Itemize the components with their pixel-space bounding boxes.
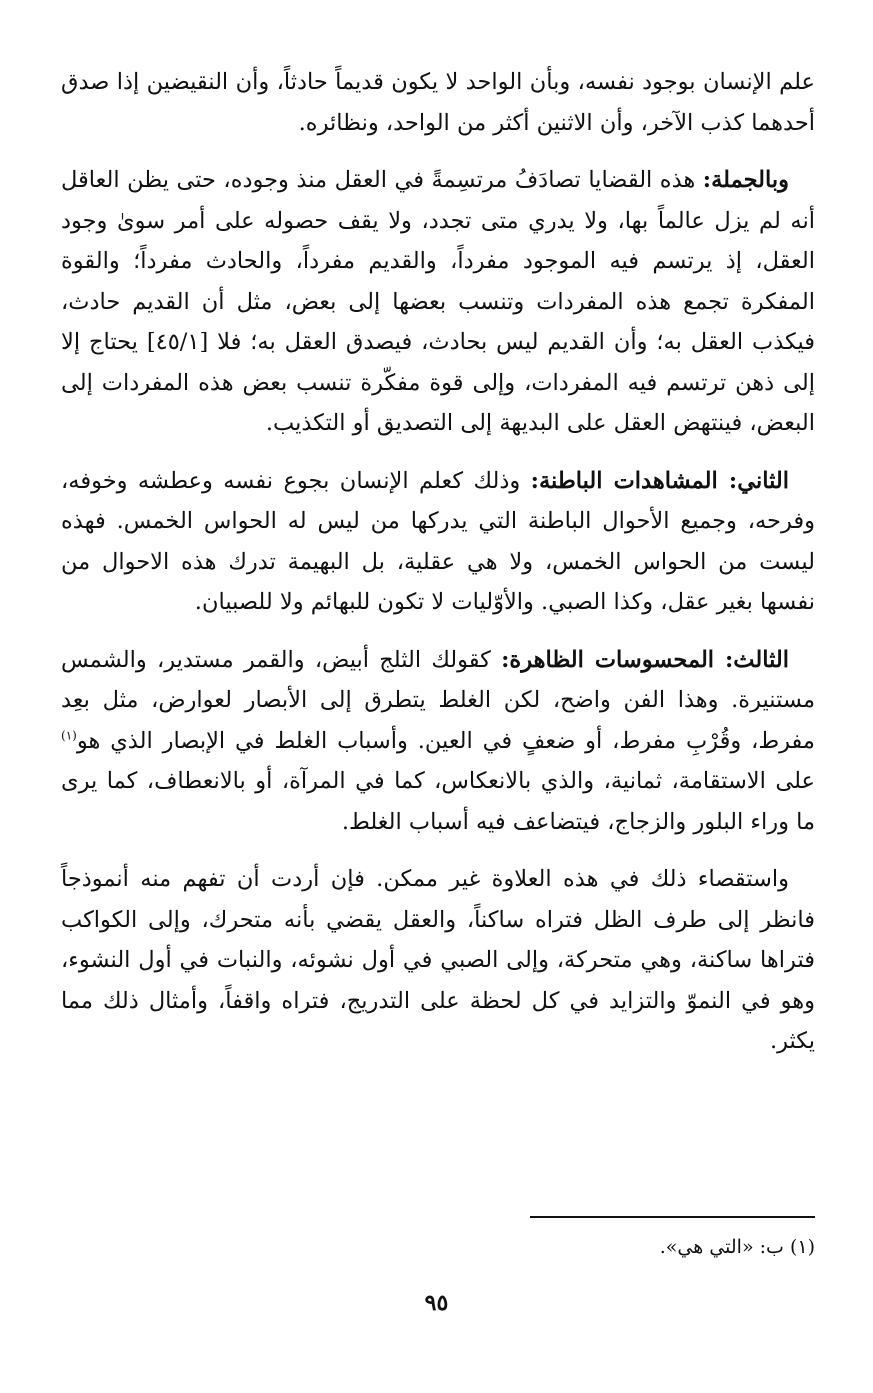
footnote: (١) ب: «التي هي». <box>659 1236 815 1258</box>
page-number: ٩٥ <box>424 1290 449 1316</box>
footnote-marker[interactable]: (١) <box>61 728 77 742</box>
paragraph-4 <box>61 640 815 843</box>
paragraph-3-heading: الثاني: المشاهدات الباطنة: <box>530 467 789 494</box>
paragraph-3 <box>61 461 815 623</box>
paragraph-2 <box>61 160 815 444</box>
paragraph-4-text-b: على الاستقامة، ثمانية، والذي بالانعكاس، كما في المرآة، أو بالانعطاف، كما يرى ما وراء البلور والزجاج، فيتضاعف فيه أسباب الغلط. <box>61 768 815 835</box>
paragraph-3-text: وذلك كعلم الإنسان بجوع نفسه وعطشه وخوفه، وفرحه، وجميع الأحوال الباطنة التي يدركها من ليس له الحواس الخمس. فهذه ليست من الحواس الخمس، ولا هي عقلية، بل البهيمة تدرك هذه الاحوال من نفسها بغير عقل، وكذا الصبي. والأوّليات لا تكون للبهائم ولا للصبيان. <box>61 467 815 615</box>
page-body <box>61 62 815 1079</box>
footnote-divider <box>530 1216 815 1218</box>
paragraph-5 <box>61 859 815 1062</box>
paragraph-1-text: علم الإنسان بوجود نفسه، وبأن الواحد لا يكون قديماً حادثاً، وأن النقيضين إذا صدق أحدهما كذب الآخر، وأن الاثنين أكثر من الواحد، ونظائره. <box>61 69 815 136</box>
paragraph-4-heading: الثالث: المحسوسات الظاهرة: <box>501 646 789 673</box>
paragraph-2-heading: وبالجملة: <box>702 167 789 193</box>
paragraph-2-text: هذه القضايا تصادَفُ مرتسِمةً في العقل منذ وجوده، حتى يظن العاقل أنه لم يزل عالماً بها، ولا يدري متى تجدد، ولا يقف حصوله على أمر سوىٰ وجود العقل، إذ يرتسم فيه الموجود مفرداً، والقديم مفرداً، والحادث مفرداً؛ والقوة المفكرة تجمع هذه المفردات وتنسب بعضها إلى بعض، مثل أن القديم حادث، فيكذب العقل به؛ وأن القديم ليس بحادث، فيصدق العقل به؛ فلا [٤٥/١] يحتاج إلا إلى ذهن ترتسم فيه المفردات، وإلى قوة مفكّرة تنسب بعض هذه المفردات إلى البعض، فينتهض العقل على البديهة إلى التصديق أو التكذيب. <box>61 167 816 436</box>
paragraph-4-text-a: كقولك الثلج أبيض، والقمر مستدير، والشمس مستنيرة. وهذا الفن واضح، لكن الغلط يتطرق إلى الأبصار لعوارض، مثل بعِد مفرط، وقُرْبِ مفرط، أو ضعفٍ في العين. وأسباب الغلط في الإبصار الذي هو <box>61 646 815 754</box>
paragraph-1 <box>61 62 815 143</box>
paragraph-5-text: واستقصاء ذلك في هذه العلاوة غير ممكن. فإن أردت أن تفهم منه أنموذجاً فانظر إلى طرف الظل فتراه ساكناً، والعقل يقضي بأنه متحرك، وإلى الكواكب فتراها ساكنة، وهي متحركة، وإلى الصبي في أول نشوئه، والنبات في أول النشوء، وهو في النموّ والتزايد في كل لحظة على التدريج، فتراه واقفاً، وأمثال ذلك مما يكثر. <box>61 866 815 1054</box>
